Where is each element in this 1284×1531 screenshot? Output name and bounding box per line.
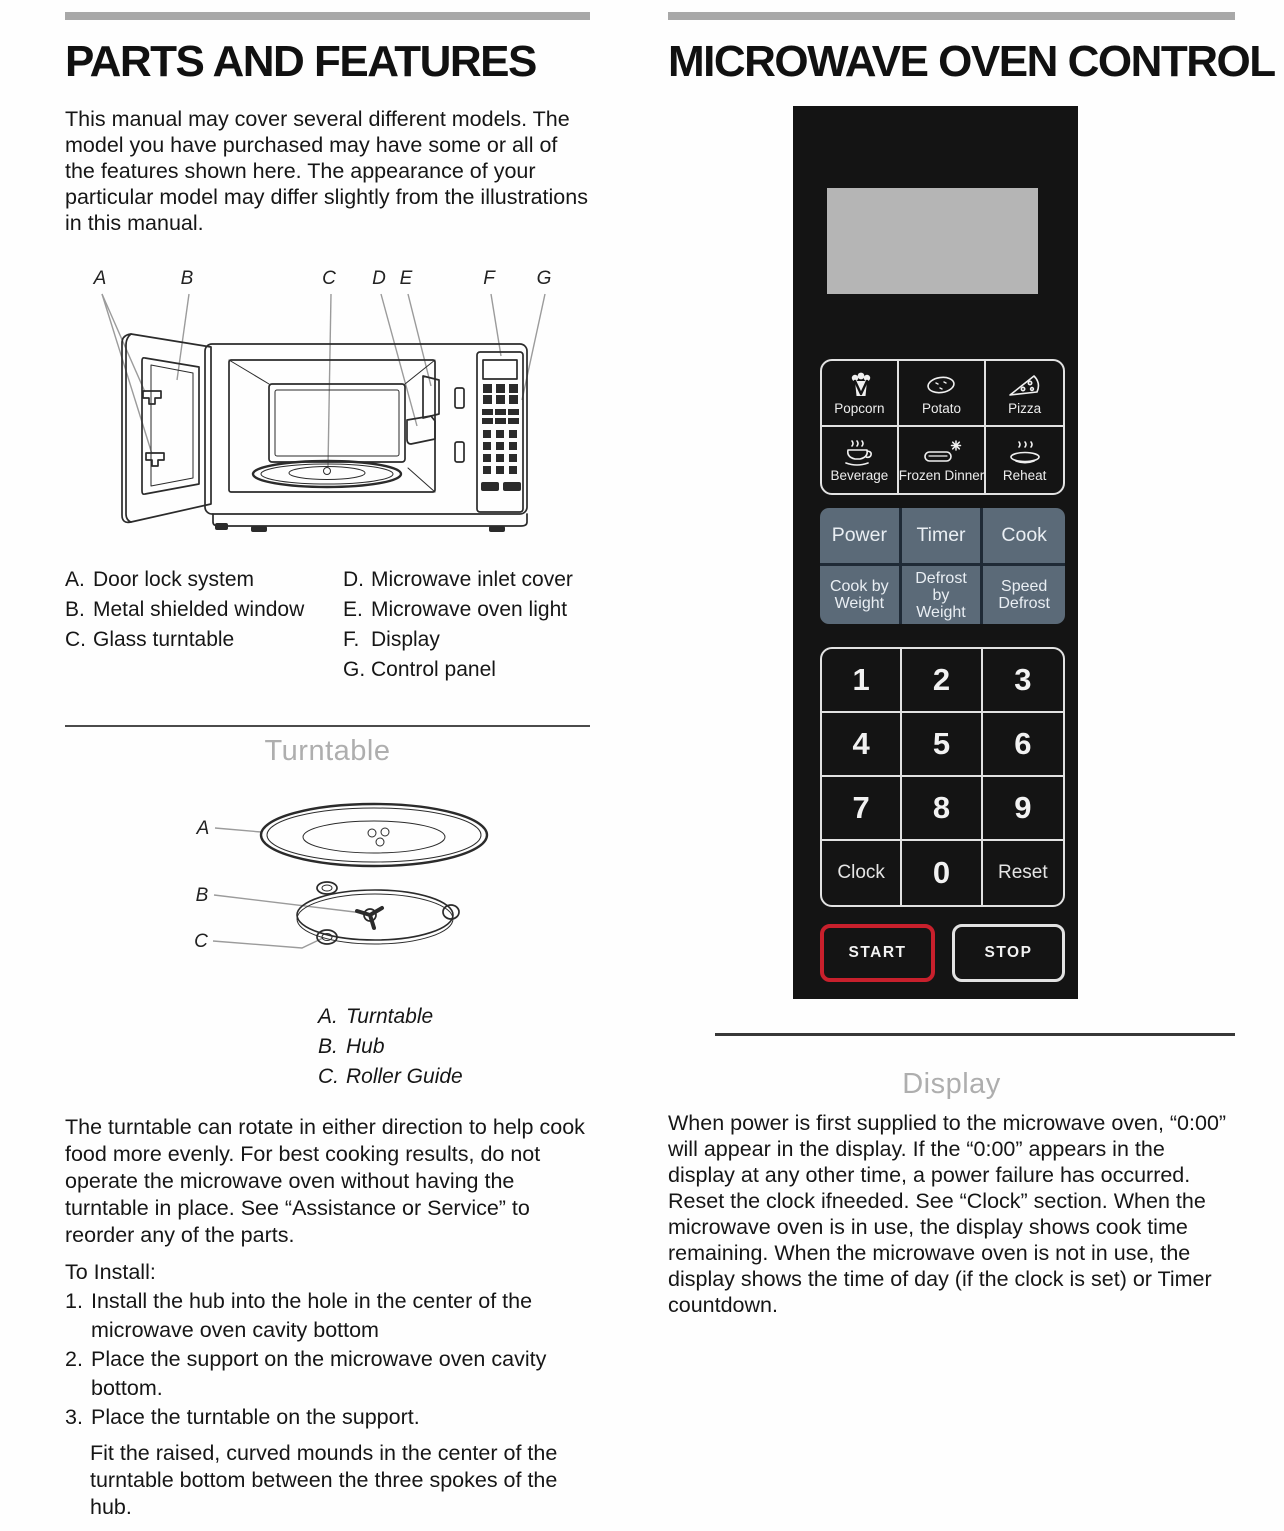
frozen-dinner-button: Frozen Dinner (899, 427, 987, 493)
key-1: 1 (822, 649, 902, 713)
section-divider (65, 725, 590, 727)
oven-drawing (122, 334, 527, 532)
part-item: G. Control panel (343, 658, 496, 681)
start-button: START (820, 924, 935, 982)
key-5: 5 (902, 713, 982, 777)
defrost-by-weight-button: Defrost by Weight (902, 566, 984, 624)
svg-text:B: B (195, 885, 209, 906)
display-heading: Display (902, 1068, 1001, 1100)
intro-paragraph: This manual may cover several different models. The model you have purchased may have some or all of the features shown here. The appearance of your particular model may differ slightly from the illustrations in this manual. (65, 107, 588, 235)
cook-button: Cook (983, 508, 1065, 566)
turntable-diagram (65, 791, 590, 976)
display-paragraph: When power is first supplied to the microwave oven, “0:00” will appear in the display. If the “0:00” appears in the display at any other time, a power failure has occurred. Reset the clock ifneeded. See “Clock” section. When the microwave oven is in use, the display shows cook time remaining. When the microwave oven is not in use, the display shows the time of day (if the clock is set) or Timer countdown. (668, 1111, 1227, 1317)
potato-icon (919, 370, 963, 400)
power-button: Power (820, 508, 902, 566)
control-panel (793, 106, 1078, 999)
svg-text:C: C (194, 931, 208, 952)
svg-text:A: A (93, 268, 107, 289)
svg-text:B: B (180, 268, 194, 289)
part-item: C. Roller Guide (318, 1065, 463, 1088)
oven-diagram-labels (93, 268, 552, 289)
turntable-drawing (261, 804, 487, 944)
svg-text:D: D (372, 268, 386, 289)
frozen-dinner-icon (918, 437, 964, 467)
key-4: 4 (822, 713, 902, 777)
key-2: 2 (902, 649, 982, 713)
quick-cook-buttons (820, 359, 1065, 495)
function-buttons (820, 508, 1065, 624)
part-item: F. Display (343, 628, 440, 651)
install-step: 3. Place the turntable on the support. (65, 1405, 420, 1429)
part-item: E. Microwave oven light (343, 598, 568, 621)
oven-diagram-leader-lines (102, 294, 545, 466)
left-column (65, 12, 590, 1521)
popcorn-button: Popcorn (822, 361, 899, 427)
beverage-icon (837, 437, 881, 467)
timer-button: Timer (902, 508, 984, 566)
cook-by-weight-button: Cook by Weight (820, 566, 902, 624)
left-section-title: PARTS AND FEATURES (65, 37, 536, 86)
install-steps (65, 1287, 590, 1432)
part-item: A. Turntable (318, 1005, 434, 1028)
key-0: 0 (902, 841, 982, 905)
turntable-labels (194, 818, 209, 952)
install-step: 1. Install the hub into the hole in the center of the microwave oven cavity bottom (65, 1289, 533, 1342)
install-step: 2. Place the support on the microwave oven cavity bottom. (65, 1347, 547, 1400)
svg-text:G: G (536, 268, 552, 289)
key-8: 8 (902, 777, 982, 841)
key-6: 6 (983, 713, 1063, 777)
pizza-button: Pizza (986, 361, 1063, 427)
turntable-paragraph: The turntable can rotate in either direction to help cook food more evenly. For best cooking results, do not operate the microwave oven without having the turntable in place. See “Assistance or Service” to reorder any of the parts. (65, 1115, 585, 1247)
turntable-heading: Turntable (264, 735, 391, 767)
right-section-title: MICROWAVE OVEN CONTROL (668, 37, 1275, 86)
display-section-divider (715, 1033, 1235, 1036)
turntable-parts-list (318, 1002, 590, 1092)
part-item: D. Microwave inlet cover (343, 568, 573, 591)
reheat-button: Reheat (986, 427, 1063, 493)
turntable-leader-lines (213, 828, 363, 948)
part-item: B. Metal shielded window (65, 598, 305, 621)
popcorn-icon (837, 370, 881, 400)
part-item: A. Door lock system (65, 568, 255, 591)
left-accent-bar (65, 12, 590, 20)
key-3: 3 (983, 649, 1063, 713)
parts-list (65, 565, 590, 685)
oven-diagram (65, 268, 590, 533)
display-screen (827, 188, 1038, 294)
speed-defrost-button: Speed Defrost (998, 578, 1050, 612)
install-note: Fit the raised, curved mounds in the center of the turntable bottom between the three spokes of the hub. (90, 1441, 558, 1519)
svg-text:E: E (399, 268, 413, 289)
pizza-icon (1003, 370, 1047, 400)
reheat-icon (1003, 437, 1047, 467)
number-keypad (820, 647, 1065, 907)
right-column (668, 12, 1275, 1318)
key-7: 7 (822, 777, 902, 841)
right-accent-bar (668, 12, 1235, 20)
stop-button: STOP (952, 924, 1065, 982)
key-reset: Reset (998, 862, 1048, 883)
start-stop-row (820, 924, 1065, 982)
svg-text:A: A (196, 818, 210, 839)
part-item: C. Glass turntable (65, 628, 235, 651)
part-item: B. Hub (318, 1035, 385, 1058)
key-9: 9 (983, 777, 1063, 841)
svg-text:F: F (483, 268, 495, 289)
install-heading: To Install: (65, 1260, 156, 1284)
beverage-button: Beverage (822, 427, 899, 493)
svg-text:C: C (322, 268, 336, 289)
key-clock: Clock (822, 841, 902, 905)
potato-button: Potato (899, 361, 987, 427)
